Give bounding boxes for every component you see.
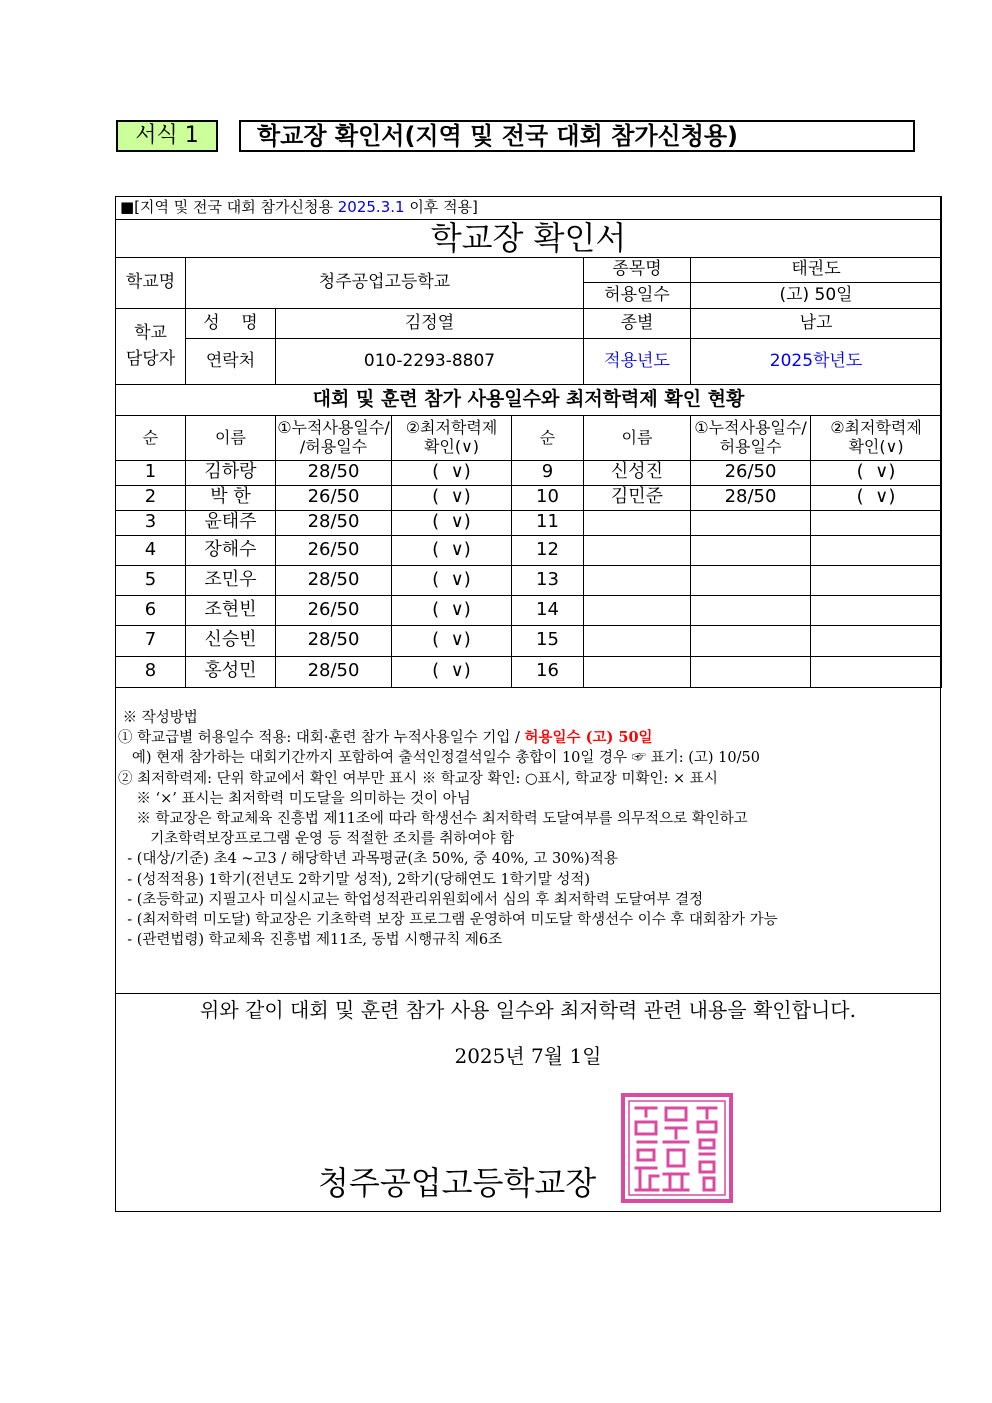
student-days: 28/50: [691, 485, 811, 510]
student-check: ( ∨): [811, 460, 942, 485]
issue-date: 2025년 7월 1일: [454, 1044, 602, 1068]
allowed-days-label: 허용일수: [584, 282, 691, 308]
note-1-allowed-days: 허용일수 (고) 50일: [524, 729, 653, 747]
student-check: [811, 595, 942, 625]
student-days: 28/50: [276, 565, 392, 595]
year-value: 2025학년도: [691, 338, 942, 384]
student-no: 8: [116, 656, 186, 687]
sport-value: 태권도: [691, 257, 942, 282]
form-number-tag: 서식 1: [116, 120, 218, 152]
student-name: [584, 656, 691, 687]
note-2-a: ※ ‘×’ 표시는 최저학력 미도달을 의미하는 것이 아님: [118, 790, 471, 807]
allowed-days-value: (고) 50일: [691, 282, 942, 308]
note-2-b: ※ 학교장은 학교체육 진흥법 제11조에 따라 학생선수 최저학력 도달여부를 의무적으로 확인하고: [118, 811, 748, 828]
student-check: [811, 656, 942, 687]
student-days: 26/50: [691, 460, 811, 485]
category-value: 남고: [691, 308, 942, 338]
student-days: [691, 535, 811, 565]
student-check: [811, 625, 942, 656]
note-item-2: ② 최저학력제: 단위 학교에서 확인 여부만 표시 ※ 학교장 확인: ○표시, 학교장 미확인: × 표시: [118, 770, 718, 787]
student-check: ( ∨): [392, 535, 512, 565]
student-no: 11: [512, 510, 584, 535]
student-check: ( ∨): [392, 625, 512, 656]
student-days: 28/50: [276, 510, 392, 535]
header-no-right: 순: [512, 415, 584, 460]
year-label: 적용년도: [584, 338, 691, 384]
header-no: 순: [116, 415, 186, 460]
contact-value: 010-2293-8807: [276, 338, 584, 384]
note-1-example: 예) 현재 참가하는 대회기간까지 포함하여 출석인정결석일수 총합이 10일 경우 ☞ 표기: (고) 10/50: [118, 750, 760, 767]
student-name: [584, 625, 691, 656]
student-days: [691, 565, 811, 595]
header-name-right: 이름: [584, 415, 691, 460]
student-days: 28/50: [276, 656, 392, 687]
table-row: [116, 535, 942, 565]
header-check: ②최저학력제 확인(∨): [392, 415, 512, 460]
header-days: ①누적사용일수/ /허용일수: [276, 415, 392, 460]
detail-1: - (대상/기준) 초4 ~고3 / 해당학년 과목평균(초 50%, 중 40%, 고 30%)적용: [118, 851, 618, 868]
student-name: [584, 535, 691, 565]
student-no: 15: [512, 625, 584, 656]
table-row: [116, 460, 942, 485]
confirmation-table: [115, 196, 942, 688]
student-name: [584, 565, 691, 595]
student-no: 16: [512, 656, 584, 687]
student-name: 장해수: [186, 535, 276, 565]
section-title: 대회 및 훈련 참가 사용일수와 최저학력제 확인 현황: [116, 384, 942, 415]
detail-4: - (최저학력 미도달) 학교장은 기초학력 보장 프로그램 운영하여 미도달 학생선수 이수 후 대회참가 가능: [118, 912, 778, 929]
detail-5: - (관련법령) 학교체육 진흥법 제11조, 동법 시행규칙 제6조: [118, 932, 503, 949]
student-name: 조현빈: [186, 595, 276, 625]
student-days: 28/50: [276, 625, 392, 656]
student-days: 26/50: [276, 595, 392, 625]
student-days: 26/50: [276, 535, 392, 565]
student-check: ( ∨): [392, 656, 512, 687]
form-title: 학교장 확인서(지역 및 전국 대회 참가신청용): [239, 120, 915, 152]
school-name-label: 학교명: [116, 257, 186, 308]
apply-note-suffix: 이후 적용]: [404, 198, 478, 217]
student-name: 김민준: [584, 485, 691, 510]
document-title: 학교장 확인서: [116, 220, 942, 258]
student-check: ( ∨): [392, 485, 512, 510]
student-no: 5: [116, 565, 186, 595]
student-check: ( ∨): [392, 565, 512, 595]
student-name: [584, 595, 691, 625]
student-days: [691, 625, 811, 656]
student-name: 김하랑: [186, 460, 276, 485]
official-seal-icon: [620, 1092, 734, 1204]
table-row: [116, 625, 942, 656]
student-check: ( ∨): [392, 595, 512, 625]
student-name: 신승빈: [186, 625, 276, 656]
student-check: ( ∨): [392, 510, 512, 535]
school-name: 청주공업고등학교: [186, 257, 584, 308]
header-name: 이름: [186, 415, 276, 460]
student-check: ( ∨): [392, 460, 512, 485]
notes-heading: ※ 작성방법: [118, 710, 198, 726]
detail-2: - (성적적용) 1학기(전년도 2학기말 성적), 2학기(당해연도 1학기말 성적): [118, 871, 591, 888]
sport-label: 종목명: [584, 257, 691, 282]
note-item-1: [118, 728, 938, 748]
student-days: [691, 595, 811, 625]
student-no: 4: [116, 535, 186, 565]
header-days-right: ①누적사용일수/ 허용일수: [691, 415, 811, 460]
student-no: 2: [116, 485, 186, 510]
student-no: 1: [116, 460, 186, 485]
student-no: 3: [116, 510, 186, 535]
student-no: 14: [512, 595, 584, 625]
table-row: [116, 656, 942, 687]
student-no: 7: [116, 625, 186, 656]
table-row: [116, 485, 942, 510]
student-check: ( ∨): [811, 485, 942, 510]
table-row: [116, 510, 942, 535]
principal-signature: 청주공업고등학교장: [318, 1164, 597, 1202]
detail-3: - (초등학교) 지필고사 미실시교는 학업성적관리위원회에서 심의 후 최저학력 도달여부 결정: [118, 891, 704, 908]
student-days: 28/50: [276, 460, 392, 485]
student-name: 박 한: [186, 485, 276, 510]
student-name: [584, 510, 691, 535]
student-days: [691, 510, 811, 535]
student-name: 조민우: [186, 565, 276, 595]
manager-name: 김정열: [276, 308, 584, 338]
student-check: [811, 510, 942, 535]
table-row: [116, 565, 942, 595]
header-check-right: ②최저학력제 확인(∨): [811, 415, 942, 460]
manager-label: 학교 담당자: [116, 308, 186, 384]
apply-note-date: 2025.3.1: [337, 198, 405, 217]
student-no: 13: [512, 565, 584, 595]
student-no: 9: [512, 460, 584, 485]
note-2-c: 기초학력보장프로그램 운영 등 적절한 조치를 취하여야 함: [118, 831, 515, 848]
student-days: 26/50: [276, 485, 392, 510]
student-days: [691, 656, 811, 687]
note-1-text: ① 학교급별 허용일수 적용: 대회·훈련 참가 누적사용일수 기입 /: [118, 730, 525, 747]
writing-instructions: [118, 708, 938, 950]
student-check: [811, 535, 942, 565]
student-no: 6: [116, 595, 186, 625]
manager-name-label: 성 명: [186, 308, 276, 338]
contact-label: 연락처: [186, 338, 276, 384]
student-no: 12: [512, 535, 584, 565]
apply-note: [116, 197, 942, 220]
student-name: 신성진: [584, 460, 691, 485]
table-row: [116, 595, 942, 625]
student-no: 10: [512, 485, 584, 510]
student-check: [811, 565, 942, 595]
student-name: 홍성민: [186, 656, 276, 687]
confirmation-statement: 위와 같이 대회 및 훈련 참가 사용 일수와 최저학력 관련 내용을 확인합니다.: [200, 998, 856, 1022]
category-label: 종별: [584, 308, 691, 338]
apply-note-prefix: ■[지역 및 전국 대회 참가신청용: [120, 198, 338, 217]
student-name: 윤태주: [186, 510, 276, 535]
